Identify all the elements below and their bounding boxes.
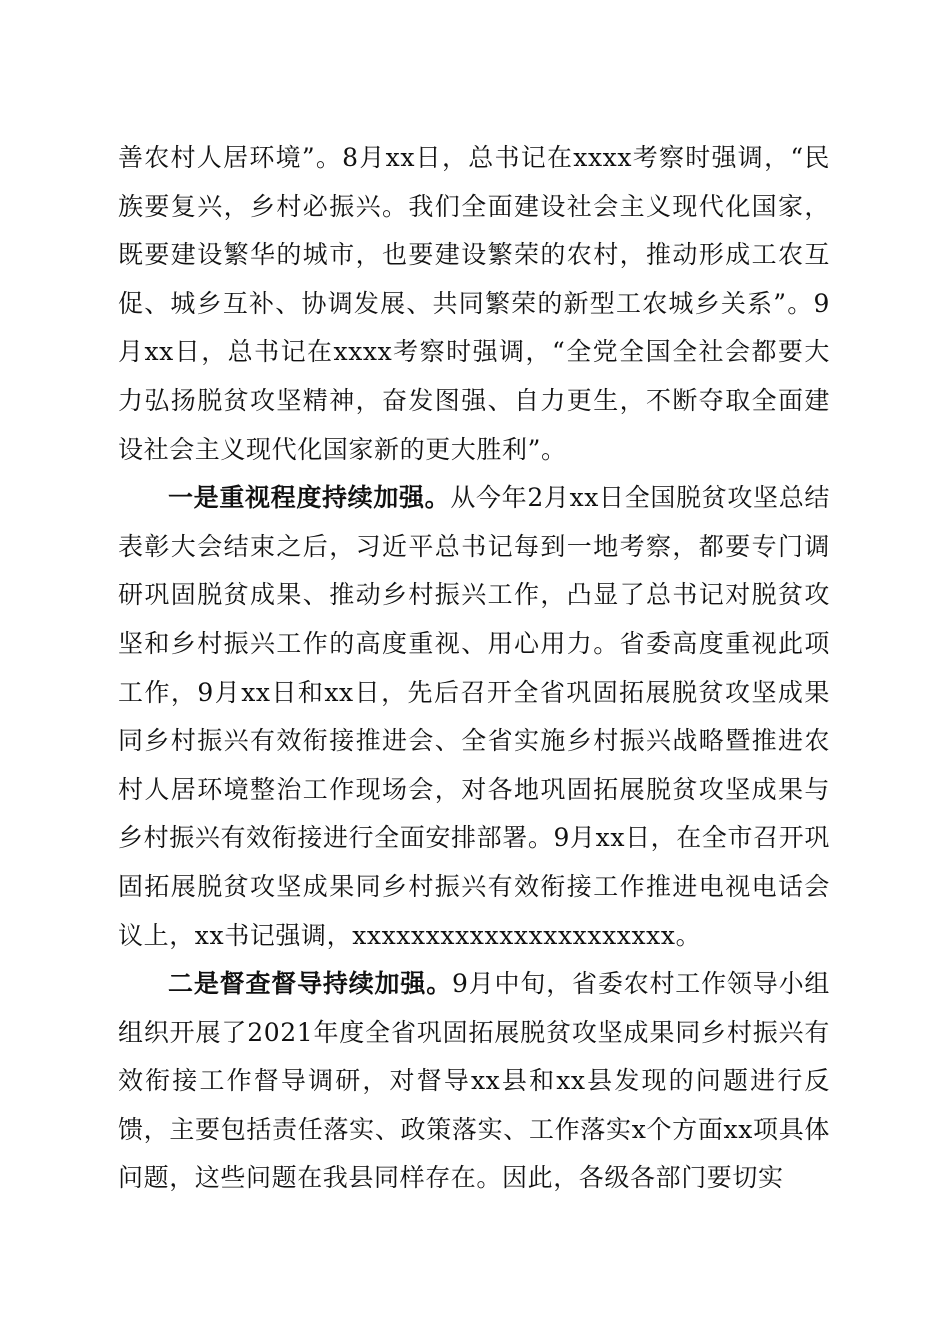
paragraph-text: 从今年2月xx日全国脱贫攻坚总结表彰大会结束之后，习近平总书记每到一地考察，都要专门调研巩固脱贫成果、推动乡村振兴工作，凸显了总书记对脱贫攻坚和乡村振兴工作的高度重视、用心用力。省委高度重视此项工作，9月xx日和xx日，先后召开全省巩固拓展脱贫攻坚成果同乡村振兴有效衔接推进会、全省实施乡村振兴战略暨推进农村人居环境整治工作现场会，对各地巩固拓展脱贫攻坚成果与乡村振兴有效衔接进行全面安排部署。9月xx日，在全市召开巩固拓展脱贫攻坚成果同乡村振兴有效衔接工作推进电视电话会议上，xx书记强调，xxxxxxxxxxxxxxxxxxxxxx。 [118,483,830,950]
paragraph-lead-heading: 二是督查督导持续加强。 [168,969,453,999]
paragraph-text: 善农村人居环境”。8月xx日，总书记在xxxx考察时强调，“民族要复兴，乡村必振兴。我们全面建设社会主义现代化国家，既要建设繁华的城市，也要建设繁荣的农村，推动形成工农互促、城乡互补、协调发展、共同繁荣的新型工农城乡关系”。9月xx日，总书记在xxxx考察时强调，“全党全国全社会都要大力弘扬脱贫攻坚精神，奋发图强、自力更生，不断夺取全面建设社会主义现代化国家新的更大胜利”。 [118,143,830,464]
document-body [118,134,830,1203]
paragraph-supervision [118,960,830,1203]
paragraph-continuation [118,134,830,474]
paragraph-lead-heading: 一是重视程度持续加强。 [168,483,451,513]
paragraph-text: 9月中旬，省委农村工作领导小组组织开展了2021年度全省巩固拓展脱贫攻坚成果同乡村振兴有效衔接工作督导调研，对督导xx县和xx县发现的问题进行反馈，主要包括责任落实、政策落实、工作落实x个方面xx项具体问题，这些问题在我县同样存在。因此，各级各部门要切实 [118,969,830,1193]
paragraph-emphasis-level [118,474,830,960]
